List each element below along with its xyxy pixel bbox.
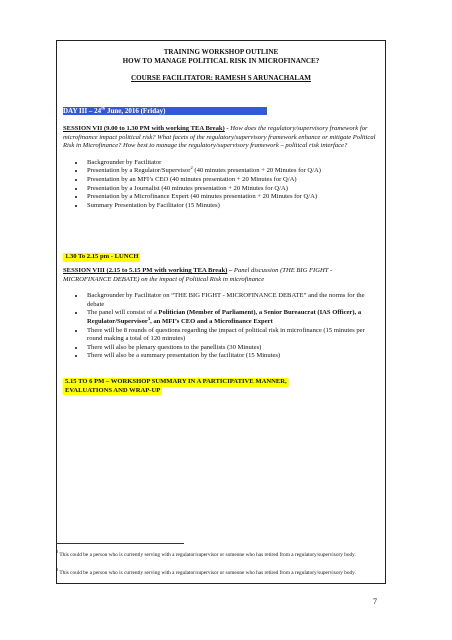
- session-8: [63, 267, 377, 361]
- list-item: • There will be 8 rounds of questions regarding the impact of political risk in microfinance (15 minutes per round making a total of 120 minutes): [85, 327, 377, 344]
- footnote-mark: 2: [56, 549, 59, 554]
- list-item: [85, 167, 377, 176]
- title-line-1: TRAINING WORKSHOP OUTLINE: [163, 48, 279, 56]
- session-7-question: How does the regulatory/supervisory framework for microfinance impact political risk? What facets of the regulatory/supervisory framework enhance or mitigate Political Risk in Microfinance? How best to manage the regulatory/supervisory framework – political risk interface?: [63, 125, 376, 150]
- list-item: • Summary Presentation by Facilitator (15 Minutes): [85, 202, 377, 211]
- footnote: [56, 548, 386, 559]
- footnote-mark: 3: [56, 567, 59, 572]
- lunch-block: [63, 253, 377, 262]
- bullet-bold: Politician (Member of Parliament), a Senior Bureaucrat (IAS Officer), a Regulator/Supervisor: [87, 309, 362, 325]
- wrapup-line-2: EVALUATIONS AND WRAP-UP: [65, 386, 161, 394]
- footnote-ref: 2: [190, 165, 193, 171]
- day-suffix: June, 2016 (Friday): [105, 107, 166, 115]
- wrapup-line-1: 5.15 TO 6 PM – WORKSHOP SUMMARY IN A PARTICIPATIVE MANNER,: [65, 378, 287, 385]
- list-item: • There will also be plenary questions to the panellists (30 Minutes): [85, 344, 377, 353]
- session-8-desc: Panel discussion (THE BIG FIGHT - MICROFINANCE DEBATE) on the impact of Political Risk in microfinance: [63, 267, 333, 283]
- session-7-dash: -: [224, 125, 231, 132]
- bullet-text-rest: (40 minutes presentation + 20 Minutes for Q/A): [192, 167, 321, 175]
- bullet-bold-2: , an MFI’s CEO and a Microfinance Expert: [150, 317, 273, 325]
- session-8-list: [63, 292, 377, 361]
- session-7: [63, 125, 377, 210]
- list-item: • Presentation by a Journalist (40 minutes presentation + 20 Minutes for Q/A): [85, 185, 377, 194]
- list-item: • Presentation by an MFI’s CEO (40 minutes presentation + 20 Minutes for Q/A): [85, 176, 377, 185]
- session-7-intro: [63, 125, 377, 151]
- bullet-text: Presentation by a Regulator/Supervisor: [87, 167, 191, 175]
- bullet-text: The panel will consist of a: [87, 309, 159, 317]
- list-item: [85, 309, 377, 326]
- outline-box: [56, 40, 386, 584]
- session-8-intro: [63, 267, 377, 284]
- list-item: • Presentation by a Microfinance Expert (40 minutes presentation + 20 Minutes for Q/A): [85, 193, 377, 202]
- page-number: 7: [373, 597, 377, 606]
- session-7-list: [63, 159, 377, 211]
- session-7-title: SESSION VII (9.00 to 1.30 PM with working TEA Break): [63, 125, 225, 132]
- footnote-text: This could be a person who is currently serving with a regulator/supervisor or someone who has retired from a regulatory/supervisory body.: [58, 569, 356, 576]
- footnote: [56, 566, 386, 577]
- lunch-heading: 1.30 To 2.15 pm - LUNCH: [65, 253, 139, 260]
- footnote-divider: [56, 543, 184, 544]
- footnote-text: This could be a person who is currently serving with a regulator/supervisor or someone who has retired from a regulatory/supervisory body.: [58, 551, 356, 558]
- day-heading: [63, 107, 267, 115]
- header: [57, 48, 385, 83]
- list-item: • Backgrounder by Facilitator on “THE BIG FIGHT - MICROFINANCE DEBATE” and the norms for the debate: [85, 292, 377, 309]
- wrapup-block: [63, 378, 377, 395]
- title-line-2: HOW TO MANAGE POLITICAL RISK IN MICROFINANCE?: [122, 57, 320, 65]
- session-8-title: SESSION VIII (2.15 to 5.15 PM with working TEA Break): [63, 267, 228, 274]
- session-8-dash: –: [227, 267, 234, 274]
- footnote-ref: 3: [147, 315, 151, 321]
- list-item: • Backgrounder by Facilitator: [85, 159, 377, 168]
- facilitator-line: COURSE FACILITATOR: RAMESH S ARUNACHALAM: [131, 74, 311, 82]
- day-prefix: DAY III – 24: [63, 107, 102, 115]
- day-sup: th: [101, 105, 106, 111]
- list-item: • There will also be a summary presentation by the facilitator (15 Minutes): [85, 352, 377, 361]
